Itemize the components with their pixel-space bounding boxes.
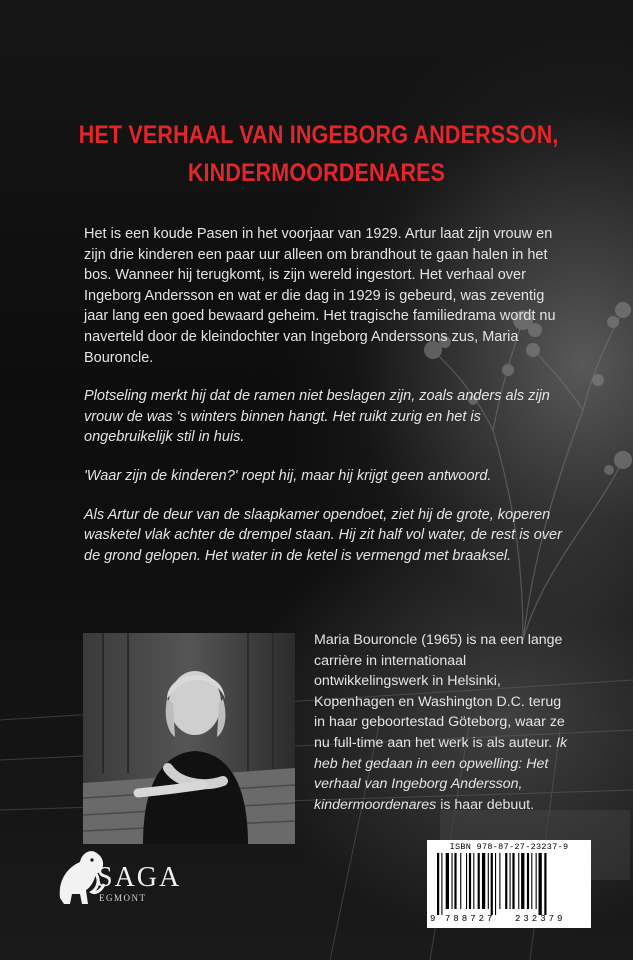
author-bio-text: Maria Bouroncle (1965) is na een lange carrière in internationaal ontwikkelingswerk in Helsinki, Kopenhagen en Washington D.C. terug in haar geboortestad Göteborg, waar ze nu full-time aan het werk is als auteur.	[314, 632, 565, 751]
barcode-bar	[531, 853, 532, 909]
barcode-bar	[539, 853, 542, 915]
barcode-bar	[441, 853, 442, 915]
title-line-1: HET VERHAAL VAN INGEBORG ANDERSSON,	[78, 121, 559, 149]
barcode-bars	[435, 853, 585, 915]
barcode-bar	[473, 853, 474, 909]
barcode-bar	[510, 853, 511, 909]
barcode-bar	[452, 853, 453, 909]
barcode-bar	[466, 853, 467, 909]
blurb-paragraph-2: Plotseling merkt hij dat de ramen niet beslagen zijn, zoals anders als zijn vrouw de was 's winters binnen hangt. Het ruikt zurig en het is ongebruikelijk stil in huis.	[84, 388, 550, 446]
isbn-barcode	[427, 840, 591, 928]
barcode-digits-right: 232379	[515, 914, 566, 924]
blurb-paragraph-1: Het is een koude Pasen in het voorjaar van 1929. Artur laat zijn vrouw en zijn drie kinderen een paar uur alleen om brandhout te gaan halen in het bos. Wanneer hij terugkomt, is zijn wereld ingestort. Het verhaal over Ingeborg Andersson en wat er die dag in 1929 is gebeurd, was zeventig jaar lang een goed bewaard geheim. Het tragische familiedrama wordt nu naverteld door de kleindochter van Ingeborg Anderssons zus, Maria Bouroncle.	[84, 226, 556, 366]
barcode-bar	[499, 853, 500, 909]
barcode-bar	[536, 853, 537, 909]
isbn-label: ISBN 978-87-27-23237-9	[449, 842, 569, 852]
publisher-name: SAGA	[97, 862, 182, 893]
blurb-paragraph-3: 'Waar zijn de kinderen?' roept hij, maar hij krijgt geen antwoord.	[84, 467, 492, 484]
barcode-bar	[521, 853, 524, 909]
barcode-bar	[478, 853, 480, 909]
barcode-bar	[512, 853, 514, 909]
author-photo	[83, 633, 295, 844]
author-bio-tail: is haar debuut.	[436, 796, 535, 813]
barcode-bar	[491, 853, 493, 915]
cover-title	[78, 116, 559, 192]
barcode-digits-left: 788727	[445, 914, 496, 924]
barcode-bar	[505, 853, 507, 909]
barcode-bar	[469, 853, 471, 909]
barcode-digit-lead: 9	[430, 914, 436, 924]
barcode-bar	[437, 853, 439, 915]
barcode-bar	[495, 853, 496, 915]
barcode-bar	[454, 853, 456, 909]
barcode-bar	[527, 853, 529, 909]
barcode-bar	[460, 853, 461, 909]
author-bio	[314, 630, 574, 815]
author-bio-quote: Ik heb het gedaan in een opwelling: Het verhaal van Ingeborg Andersson, kindermoordenares	[314, 734, 568, 813]
blurb	[84, 224, 568, 584]
barcode-bar	[482, 853, 485, 909]
barcode-bar	[488, 853, 489, 909]
title-line-2: KINDERMOORDENARES	[187, 159, 446, 187]
barcode-bar	[544, 853, 546, 915]
barcode-bar	[446, 853, 449, 909]
barcode-bar	[518, 853, 519, 909]
blurb-paragraph-4: Als Artur de deur van de slaapkamer opendoet, ziet hij de grote, koperen wasketel vlak achter de drempel staan. Hij zit half vol water, de rest is over de grond gelopen. Het water in de ketel is vermengd met braaksel.	[84, 506, 562, 564]
publisher-sub: EGMONT	[99, 893, 147, 903]
